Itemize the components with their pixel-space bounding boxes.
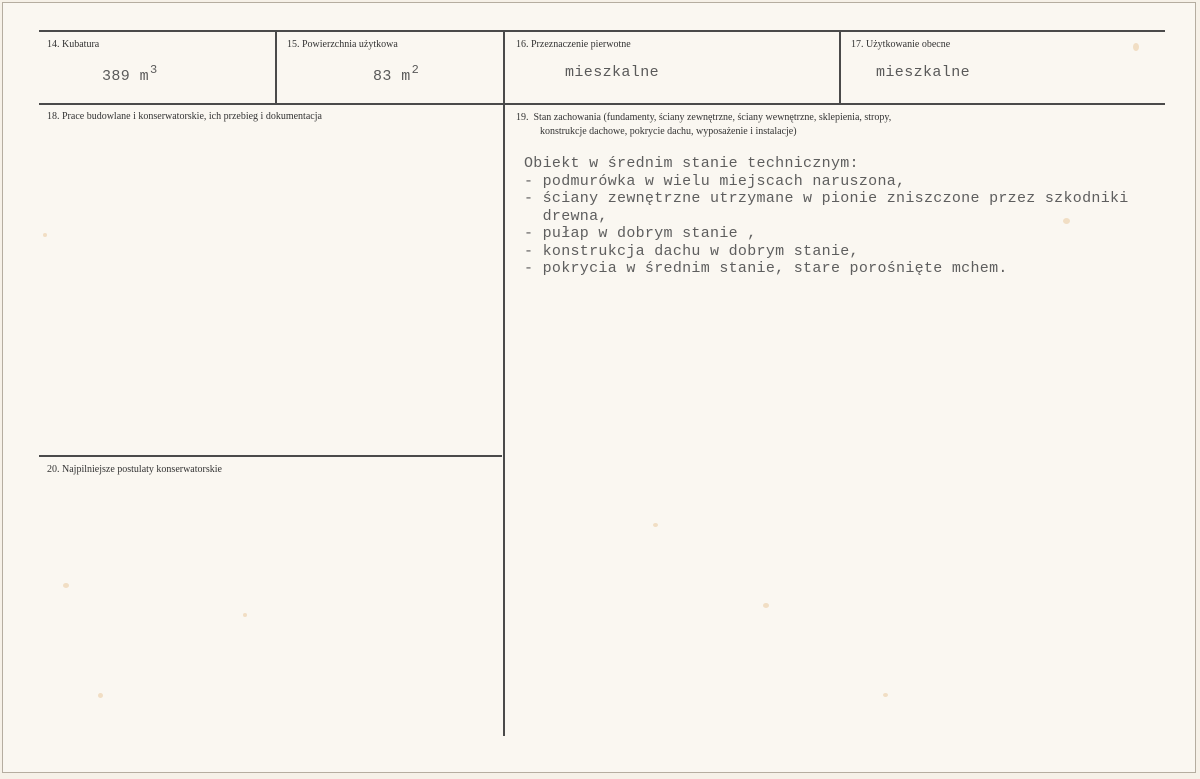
field-15-label: 15. Powierzchnia użytkowa <box>287 39 398 50</box>
top-rule <box>39 30 1165 32</box>
paper-speck <box>883 693 888 697</box>
paper-speck <box>63 583 69 588</box>
condition-line: drewna, <box>524 207 608 225</box>
paper-speck <box>243 613 247 617</box>
field-15-exponent: 2 <box>411 63 420 77</box>
field-15-number: 83 m <box>373 68 411 85</box>
col-divider-1 <box>275 31 277 104</box>
field-20-label: 20. Najpilniejsze postulaty konserwatorskie <box>47 464 222 475</box>
field-14-label: 14. Kubatura <box>47 39 100 50</box>
record-card <box>2 2 1196 773</box>
paper-speck <box>98 693 103 698</box>
field-19-condition-text <box>524 155 1129 278</box>
field-15-value <box>373 63 419 85</box>
field18-bottom-rule <box>39 455 502 457</box>
field-16-label: 16. Przeznaczenie pierwotne <box>516 39 631 50</box>
paper-speck <box>653 523 658 527</box>
condition-line: - pokrycia w średnim stanie, stare porośnięte mchem. <box>524 260 1008 277</box>
field-14-value <box>102 63 158 85</box>
field-18-label: 18. Prace budowlane i konserwatorskie, ich przebieg i dokumentacja <box>47 111 322 122</box>
field-19-label-line1: 19. Stan zachowania (fundamenty, ściany zewnętrzne, ściany wewnętrzne, sklepienia, stropy, <box>516 112 892 123</box>
paper-speck <box>43 233 47 237</box>
condition-line: - podmurówka w wielu miejscach naruszona, <box>524 172 906 190</box>
condition-line: Obiekt w średnim stanie technicznym: <box>524 155 859 172</box>
condition-line: - pułap w dobrym stanie , <box>524 225 757 242</box>
field-19-label-line2: konstrukcje dachowe, pokrycie dachu, wyposażenie i instalacje) <box>540 126 797 137</box>
field-17-value: mieszkalne <box>876 64 971 81</box>
col-divider-3 <box>839 31 841 104</box>
condition-line: - ściany zewnętrzne utrzymane w pionie zniszczone przez szkodniki <box>524 190 1129 207</box>
field-14-number: 389 m <box>102 68 150 85</box>
field-16-value: mieszkalne <box>565 64 660 81</box>
col-divider-2 <box>503 31 505 736</box>
field-17-label: 17. Użytkowanie obecne <box>851 39 951 50</box>
paper-speck <box>1133 43 1139 51</box>
paper-speck <box>763 603 769 608</box>
row1-bottom-rule <box>39 103 1165 105</box>
condition-line: - konstrukcja dachu w dobrym stanie, <box>524 242 859 260</box>
field-14-exponent: 3 <box>150 63 158 77</box>
